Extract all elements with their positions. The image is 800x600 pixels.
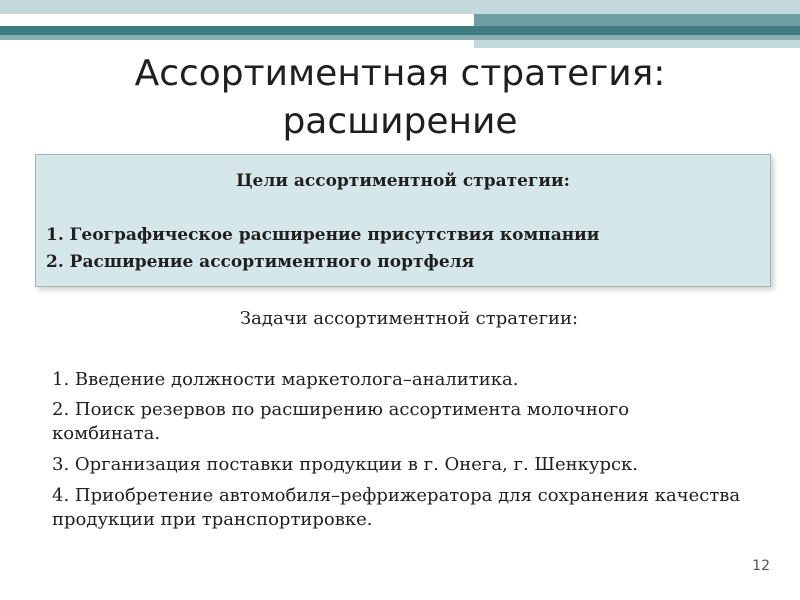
tasks-heading: Задачи ассортиментной стратегии: <box>239 308 579 329</box>
page-number: 12 <box>752 558 770 574</box>
goal-item: 2. Расширение ассортиментного портфеля <box>46 252 475 272</box>
goals-box <box>35 154 771 287</box>
task-item: 1. Введение должности маркетолога–аналитика. <box>52 369 519 390</box>
header-accent-dark <box>474 14 800 26</box>
header-band-light <box>0 0 800 14</box>
slide-title-line2: расширение <box>282 101 518 142</box>
slide-title <box>0 50 800 146</box>
task-item: 2. Поиск резервов по расширению ассортимента молочного комбината. <box>52 399 630 444</box>
header-accent-light <box>474 40 800 48</box>
task-item: 3. Организация поставки продукции в г. Онега, г. Шенкурск. <box>52 454 639 475</box>
goals-heading: Цели ассортиментной стратегии: <box>236 171 570 191</box>
task-item: 4. Приобретение автомобиля–рефрижератора для сохранения качества продукции при транспортировке. <box>52 485 741 530</box>
header-band-dark <box>0 26 800 35</box>
goal-item: 1. Географическое расширение присутствия компании <box>46 225 600 245</box>
slide-title-line1: Ассортиментная стратегия: <box>134 53 666 94</box>
